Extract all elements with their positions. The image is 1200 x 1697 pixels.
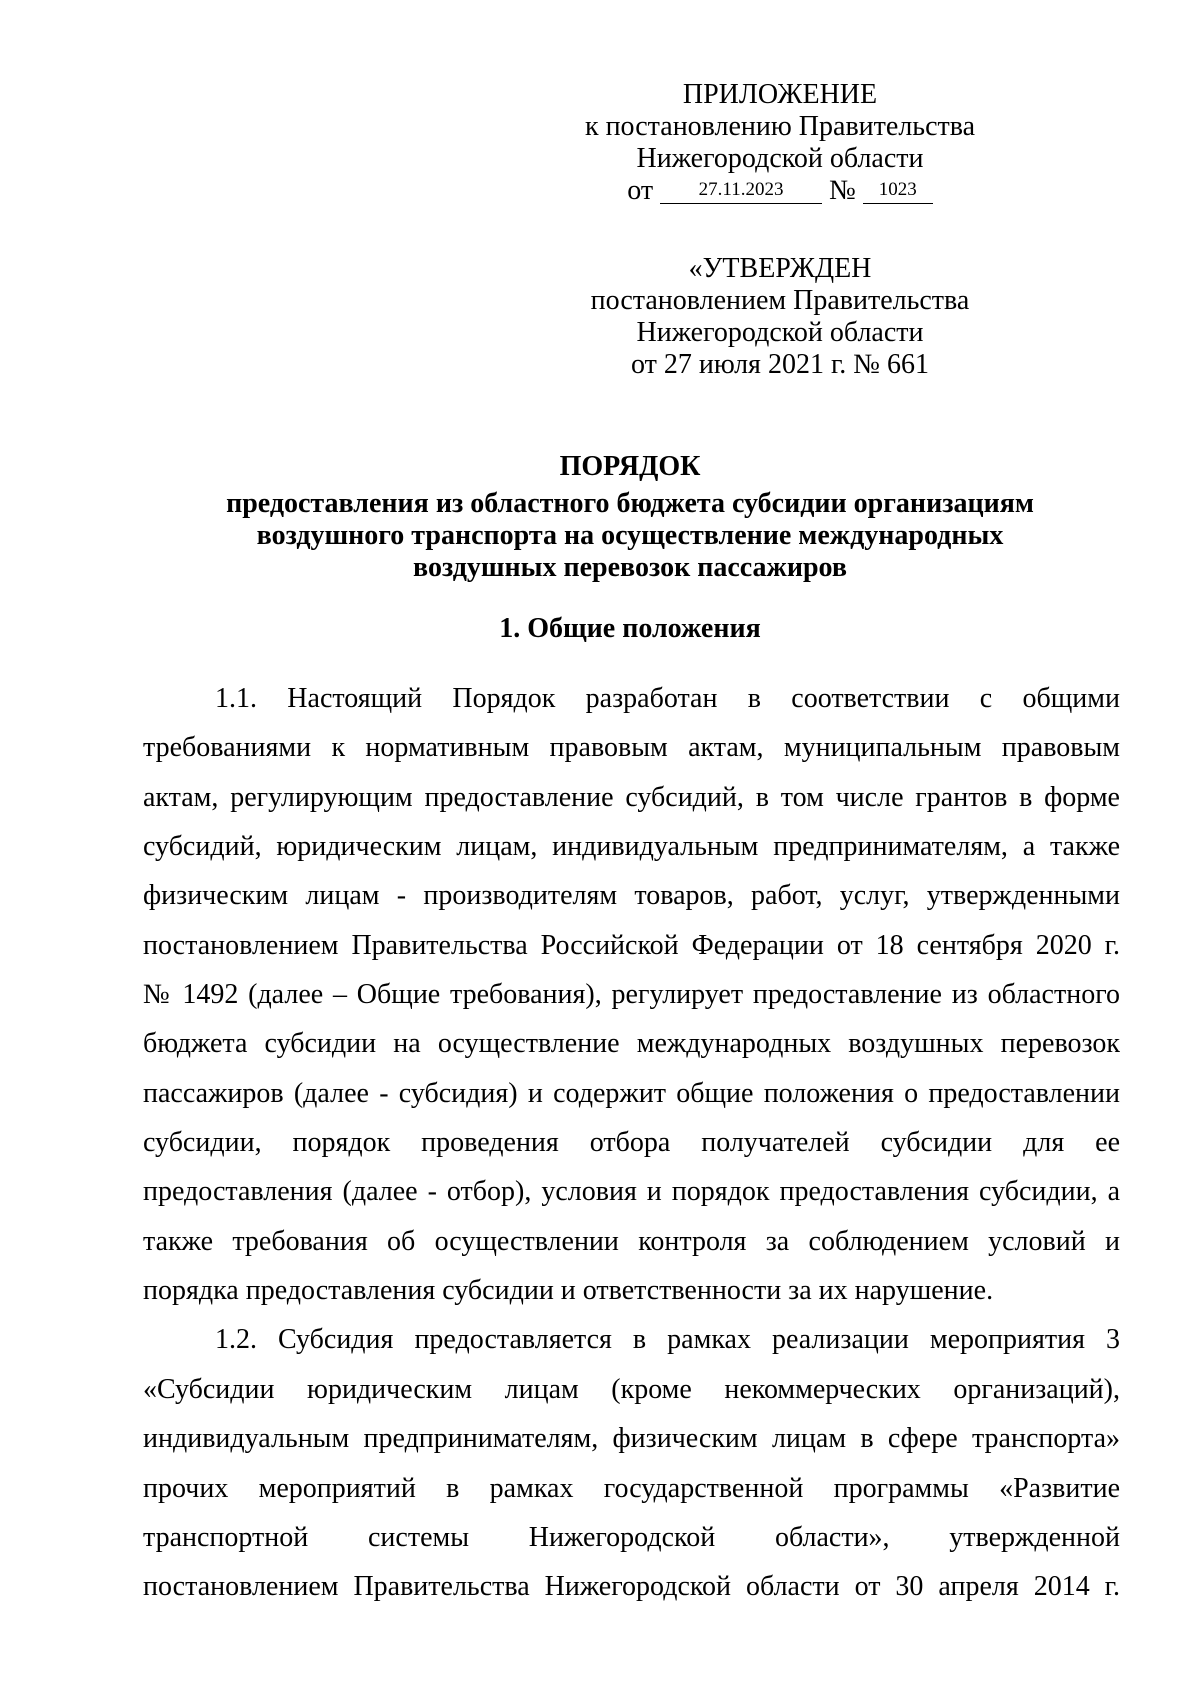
- attachment-date-line: [560, 175, 1000, 207]
- approval-line-3: Нижегородской области: [636, 317, 924, 348]
- approval-stamp: [560, 253, 1000, 381]
- paragraph-line: индивидуальным предпринимателям, физическим лицам в сфере транспорта»: [143, 1423, 1120, 1455]
- paragraph-line: субсидии, порядок проведения отбора получателей субсидии для ее: [143, 1127, 1120, 1159]
- document-title-main: ПОРЯДОК: [559, 451, 701, 482]
- paragraph-line: 1.2. Субсидия предоставляется в рамках реализации мероприятия 3: [215, 1324, 1120, 1356]
- approval-line-4: от 27 июля 2021 г. № 661: [631, 349, 929, 380]
- paragraph-line: прочих мероприятий в рамках государственной программы «Развитие: [143, 1472, 1120, 1504]
- paragraph-line: «Субсидии юридическим лицам (кроме некоммерческих организаций),: [143, 1373, 1120, 1405]
- document-title-sub-1: предоставления из областного бюджета субсидии организациям: [226, 488, 1034, 519]
- number-sign: №: [829, 175, 856, 206]
- approval-line-1: «УТВЕРЖДЕН: [688, 253, 872, 284]
- paragraph-line: порядка предоставления субсидии и ответственности за их нарушение.: [143, 1275, 994, 1307]
- attachment-title: ПРИЛОЖЕНИЕ: [682, 79, 878, 110]
- document-title: [140, 446, 1120, 584]
- document-body: [143, 674, 1120, 1612]
- number-field: 1023: [863, 179, 933, 204]
- paragraph-line: 1.1. Настоящий Порядок разработан в соответствии с общими: [215, 683, 1120, 714]
- paragraph-line: требованиями к нормативным правовым актам, муниципальным правовым: [143, 732, 1120, 764]
- document-title-sub-2: воздушного транспорта на осуществление международных: [256, 520, 1004, 551]
- paragraph-line: предоставления (далее - отбор), условия и порядок предоставления субсидии, а: [143, 1176, 1120, 1208]
- approval-line-2: постановлением Правительства: [590, 285, 970, 316]
- document-title-sub-3: воздушных перевозок пассажиров: [413, 552, 847, 583]
- paragraph-line: бюджета субсидии на осуществление международных воздушных перевозок: [143, 1028, 1120, 1060]
- paragraph-line: актам, регулирующим предоставление субсидий, в том числе грантов в форме: [143, 781, 1120, 813]
- paragraph-line: физическим лицам - производителям товаров, работ, услуг, утвержденными: [143, 880, 1120, 912]
- paragraph-line: постановлением Правительства Нижегородской области от 30 апреля 2014 г.: [143, 1571, 1120, 1603]
- section-heading: 1. Общие положения: [499, 613, 761, 644]
- paragraph-line: субсидий, юридическим лицам, индивидуальным предпринимателям, а также: [143, 831, 1120, 863]
- date-prefix: от: [627, 175, 654, 206]
- paragraph-line: транспортной системы Нижегородской области», утвержденной: [143, 1521, 1120, 1553]
- paragraph-line: также требования об осуществлении контроля за соблюдением условий и: [143, 1225, 1120, 1257]
- paragraph-line: № 1492 (далее – Общие требования), регулирует предоставление из областного: [143, 979, 1120, 1011]
- paragraph-line: пассажиров (далее - субсидия) и содержит общие положения о предоставлении: [143, 1077, 1120, 1109]
- paragraph-line: постановлением Правительства Российской Федерации от 18 сентября 2020 г.: [143, 929, 1120, 961]
- date-field: 27.11.2023: [660, 179, 822, 204]
- attachment-header: [560, 79, 1000, 207]
- attachment-line-3: Нижегородской области: [636, 143, 924, 174]
- attachment-line-2: к постановлению Правительства: [584, 111, 976, 142]
